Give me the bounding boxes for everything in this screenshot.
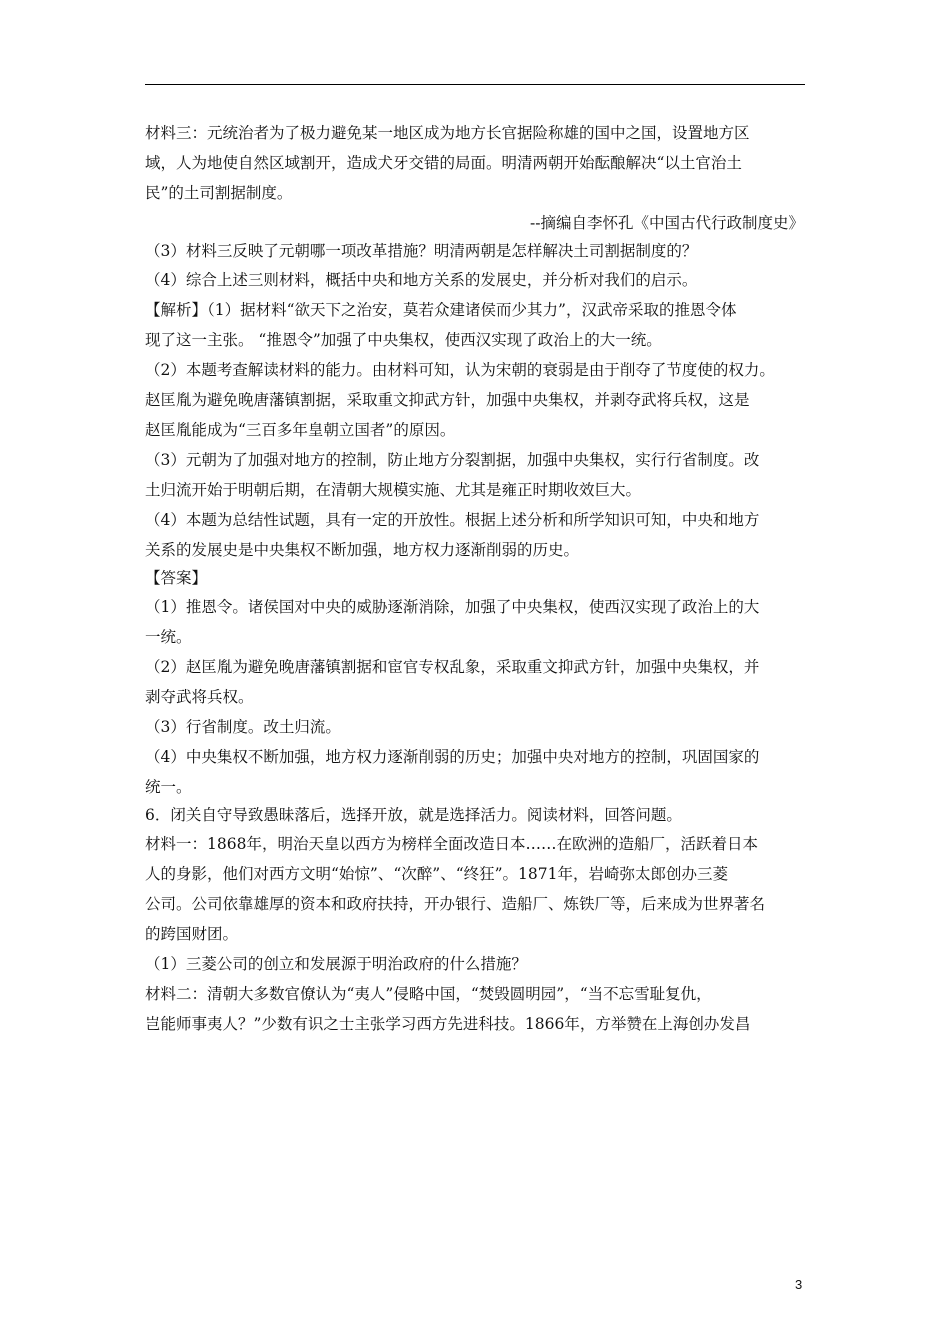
text-line: 民”的土司割据制度。 <box>145 184 293 202</box>
text-line: 材料三：元统治者为了极力避免某一地区成为地方长官据险称雄的国中之国，设置地方区 <box>145 124 750 142</box>
answer-line: （2）赵匡胤为避免晚唐藩镇割据和宦官专权乱象，采取重文抑武方针，加强中央集权，并 <box>145 658 760 676</box>
material-line: 人的身影，他们对西方文明“始惊”、“次醉”、“终狂”。1871年，岩崎弥太郎创办三菱 <box>145 865 728 883</box>
question-line: （1）三菱公司的创立和发展源于明治政府的什么措施？ <box>145 955 527 973</box>
page-number: 3 <box>795 1277 803 1292</box>
citation-line: --摘编自李怀孔《中国古代行政制度史》 <box>530 214 804 232</box>
material-line: 公司。公司依靠雄厚的资本和政府扶持，开办银行、造船厂、炼铁厂等，后来成为世界著名 <box>145 895 766 913</box>
material-line: 材料二：清朝大多数官僚认为“夷人”侵略中国，“焚毁圆明园”，“当不忘雪耻复仇， <box>145 985 712 1003</box>
material-line: 材料一：1868年，明治天皇以西方为榜样全面改造日本……在欧洲的造船厂，活跃着日本 <box>145 835 758 853</box>
question-line: （3）材料三反映了元朝哪一项改革措施？明清两朝是怎样解决土司割据制度的？ <box>145 242 698 260</box>
analysis-line: （4）本题为总结性试题，具有一定的开放性。根据上述分析和所学知识可知，中央和地方 <box>145 511 760 529</box>
analysis-line: （3）元朝为了加强对地方的控制，防止地方分裂割据，加强中央集权，实行行省制度。改 <box>145 451 760 469</box>
header-rule <box>145 84 805 85</box>
material-line: 的跨国财团。 <box>145 925 239 943</box>
answer-line: 剥夺武将兵权。 <box>145 688 254 706</box>
analysis-line: 赵匡胤能成为“三百多年皇朝立国者”的原因。 <box>145 421 456 439</box>
material-line: 岂能师事夷人？”少数有识之士主张学习西方先进科技。1866年，方举赞在上海创办发昌 <box>145 1015 751 1033</box>
answer-line: 统一。 <box>145 778 192 796</box>
analysis-line: 关系的发展史是中央集权不断加强，地方权力逐渐削弱的历史。 <box>145 541 580 559</box>
answer-heading: 【答案】 <box>145 569 208 587</box>
question-6-title: 6．闭关自守导致愚昧落后，选择开放，就是选择活力。阅读材料，回答问题。 <box>145 806 682 824</box>
analysis-line: 现了这一主张。 “推恩令”加强了中央集权，使西汉实现了政治上的大一统。 <box>145 331 662 349</box>
answer-line: 一统。 <box>145 628 192 646</box>
answer-line: （4）中央集权不断加强，地方权力逐渐削弱的历史；加强中央对地方的控制，巩固国家的 <box>145 748 760 766</box>
document-body <box>145 118 810 1039</box>
analysis-line: 【解析】（1）据材料“欲天下之治安，莫若众建诸侯而少其力”，汉武帝采取的推恩令体 <box>145 301 737 319</box>
analysis-line: 赵匡胤为避免晚唐藩镇割据，采取重文抑武方针，加强中央集权，并剥夺武将兵权，这是 <box>145 391 750 409</box>
question-line: （4）综合上述三则材料，概括中央和地方关系的发展史，并分析对我们的启示。 <box>145 271 698 289</box>
analysis-line: 土归流开始于明朝后期，在清朝大规模实施、尤其是雍正时期收效巨大。 <box>145 481 642 499</box>
analysis-line: （2）本题考查解读材料的能力。由材料可知，认为宋朝的衰弱是由于削夺了节度使的权力。 <box>145 361 775 379</box>
answer-line: （1）推恩令。诸侯国对中央的威胁逐渐消除，加强了中央集权，使西汉实现了政治上的大 <box>145 598 760 616</box>
answer-line: （3）行省制度。改土归流。 <box>145 718 341 736</box>
text-line: 域，人为地使自然区域割开，造成犬牙交错的局面。明清两朝开始酝酿解决“以土官治土 <box>145 154 742 172</box>
